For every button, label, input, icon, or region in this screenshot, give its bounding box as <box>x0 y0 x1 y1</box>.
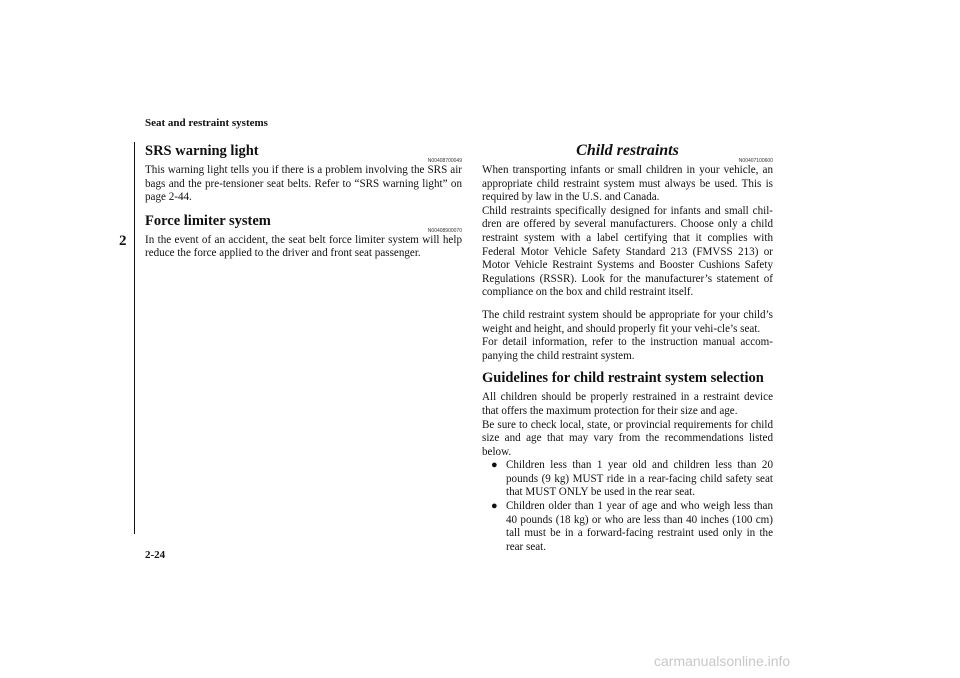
bullet-dot-icon: ● <box>491 459 498 472</box>
guidelines-paragraph-2: Be sure to check local, state, or provincial requirements for child size and age that may vary from the recommendations listed below. <box>482 418 773 458</box>
force-limiter-text: In the event of an accident, the seat belt force limiter system will help reduce the force applied to the driver and front seat passenger. <box>145 233 462 260</box>
right-column <box>482 142 773 554</box>
force-limiter-code: N00408900070 <box>427 227 462 234</box>
page-number: 2-24 <box>145 549 166 561</box>
force-limiter-heading: Force limiter system <box>145 212 271 229</box>
srs-heading: SRS warning light <box>145 143 259 159</box>
guidelines-heading: Guidelines for child restraint system selection <box>482 370 764 387</box>
srs-warning-light-section <box>145 142 462 205</box>
srs-text: This warning light tells you if there is a problem involving the SRS air bags and the pre-tensioner seat belts. Refer to “SRS warning light” on page 2-44. <box>145 164 462 204</box>
watermark: carmanualsonline.info <box>654 653 791 669</box>
intro-paragraph-1: When transporting infants or small children in your vehicle, an appropriate child restraint system must always be used. This is required by law in the U.S. and Canada. <box>482 164 773 204</box>
guideline-bullet-2 <box>482 500 773 554</box>
force-limiter-section <box>145 212 462 261</box>
guideline-bullet-text: Children less than 1 year old and children less than 20 pounds (9 kg) MUST ride in a rear-facing child safety seat that MUST ONLY be used in the rear seat. <box>506 459 773 499</box>
guideline-bullet-1 <box>482 459 773 500</box>
bullet-dot-icon: ● <box>491 500 498 513</box>
intro-paragraph-4: For detail information, refer to the instruction manual accom-panying the child restraint system. <box>482 336 773 362</box>
left-column <box>145 142 462 261</box>
chapter-number: 2 <box>119 233 127 249</box>
section-header: Seat and restraint systems <box>145 117 268 129</box>
child-restraints-code: N00407100600 <box>738 158 773 164</box>
guideline-bullet-text: Children older than 1 year of age and who weigh less than 40 pounds (18 kg) or who are less than 40 inches (100 cm) tall must be in a forward-facing restraint used only in the rear seat. <box>506 500 773 553</box>
intro-paragraph-3: The child restraint system should be appropriate for your child’s weight and height, and should properly fit your vehi-cle’s seat. <box>482 308 773 335</box>
guidelines-paragraph-1: All children should be properly restrained in a restraint device that offers the maximum protection for their size and age. <box>482 391 773 417</box>
chapter-divider <box>134 142 135 534</box>
srs-code: N00408700049 <box>427 158 462 164</box>
child-restraints-title: Child restraints <box>576 142 679 159</box>
intro-paragraph-2: Child restraints specifically designed for infants and small chil-dren are offered by several manufacturers. Choose only a child restraint system with a label certifying that it complies with Federal Motor Vehicle Safety Standard 213 (FMVSS 213) or Motor Vehicle Restraint Systems and Booster Cushions Safety Regulations (RSSR). Look for the manufacturer’s statement of compliance on the box and child restraint itself. <box>482 204 773 299</box>
